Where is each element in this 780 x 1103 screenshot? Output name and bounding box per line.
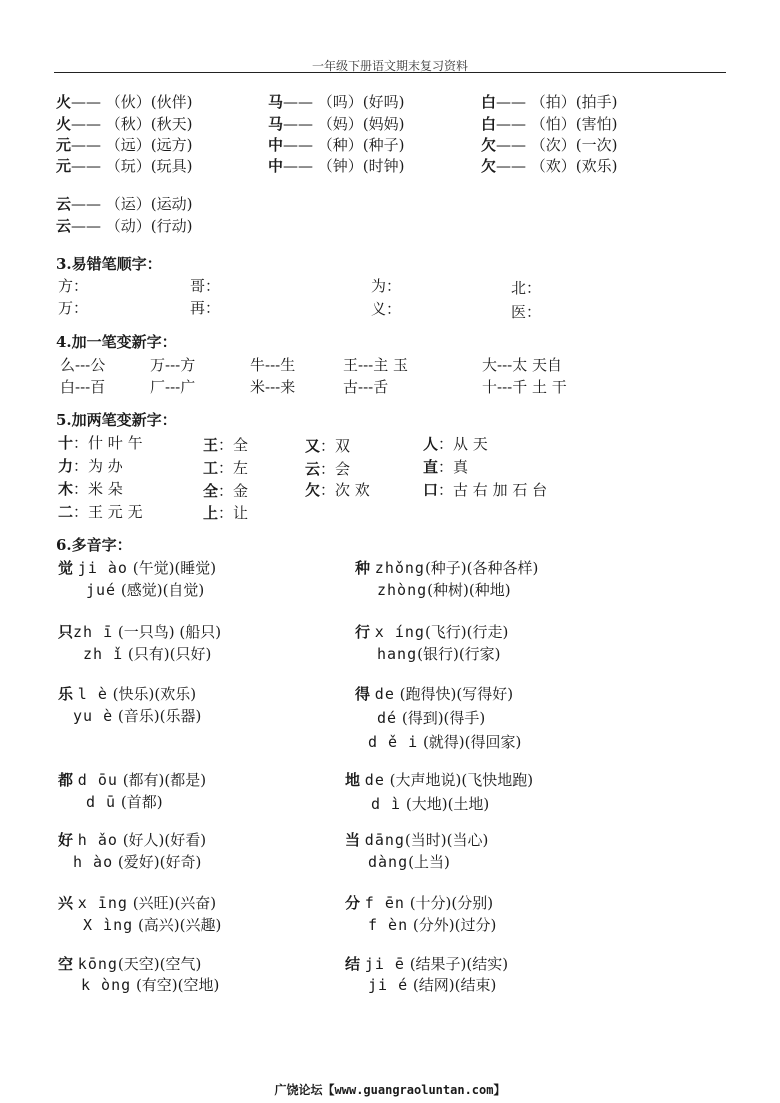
polyphone-line: f èn (分外)(过分) (368, 916, 497, 934)
add-two-strokes-item: 十：什 叶 午 (58, 434, 143, 452)
polyphone-line: 行 x íng(飞行)(行走) (355, 623, 509, 641)
stroke-order-item: 为： (371, 277, 402, 295)
section-4-title: 4.加一笔变新字： (56, 333, 177, 351)
polyphone-line: k òng (有空)(空地) (81, 976, 220, 994)
section-3-title: 3.易错笔顺字： (56, 255, 162, 273)
pair-item: 火—— （秋）(秋天) (56, 115, 193, 133)
stroke-order-item: 义： (371, 300, 402, 318)
pair-item: 元—— （远）(远方) (56, 136, 193, 154)
polyphone-line: 地 de (大声地说)(飞快地跑) (345, 771, 534, 789)
polyphone-line: 只zh ī (一只鸟) (船只) (58, 623, 222, 641)
section-5-title: 5.加两笔变新字： (56, 411, 177, 429)
polyphone-line: h ào (爱好)(好奇) (73, 853, 202, 871)
polyphone-line: 结 ji ē (结果子)(结实) (345, 955, 509, 973)
add-two-strokes-item: 直：真 (423, 458, 469, 476)
add-two-strokes-item: 二：王 元 无 (58, 503, 143, 521)
add-stroke-item: 米---来 (250, 378, 296, 396)
polyphone-line: ji é (结网)(结束) (368, 976, 497, 994)
add-stroke-item: 万---方 (150, 356, 196, 374)
polyphone-line: 觉 ji ào (午觉)(睡觉) (58, 559, 217, 577)
polyphone-line: 得 de (跑得快)(写得好) (355, 685, 514, 703)
header-rule (54, 72, 726, 73)
polyphone-line: 乐 l è (快乐)(欢乐) (58, 685, 197, 703)
stroke-order-item: 北： (511, 279, 542, 297)
add-stroke-item: 大---太 天自 (482, 356, 562, 374)
add-two-strokes-item: 欠：次 欢 (305, 481, 370, 499)
polyphone-line: zhòng(种树)(种地) (377, 581, 511, 599)
add-two-strokes-item: 王：全 (203, 436, 249, 454)
section-6-title: 6.多音字： (56, 536, 132, 554)
polyphone-line: hang(银行)(行家) (377, 645, 501, 663)
pair-item: 马—— （吗）(好吗) (268, 93, 405, 111)
add-two-strokes-item: 上：让 (203, 504, 249, 522)
polyphone-line: 兴 x īng (兴旺)(兴奋) (58, 894, 217, 912)
polyphone-line: dàng(上当) (368, 853, 450, 871)
polyphone-line: dé (得到)(得手) (377, 709, 486, 727)
add-two-strokes-item: 工：左 (203, 459, 249, 477)
polyphone-line: d ě i (就得)(得回家) (368, 733, 522, 751)
pair-item: 云—— （动）(行动) (56, 217, 193, 235)
add-stroke-item: 十---千 土 干 (482, 378, 567, 396)
stroke-order-item: 方： (58, 277, 89, 295)
pair-item: 元—— （玩）(玩具) (56, 157, 193, 175)
pair-item: 欠—— （欢）(欢乐) (481, 157, 618, 175)
add-stroke-item: 牛---生 (250, 356, 296, 374)
add-two-strokes-item: 木：米 朵 (58, 480, 123, 498)
add-stroke-item: 厂---广 (150, 378, 196, 396)
polyphone-line: 好 h ǎo (好人)(好看) (58, 831, 207, 849)
pair-item: 云—— （运）(运动) (56, 195, 193, 213)
add-two-strokes-item: 又：双 (305, 437, 351, 455)
stroke-order-item: 万： (58, 299, 89, 317)
stroke-order-item: 再： (190, 299, 221, 317)
add-stroke-item: 王---主 玉 (343, 356, 408, 374)
page-footer: 广饶论坛【www.guangraoluntan.com】 (274, 1083, 506, 1097)
polyphone-line: zh ǐ (只有)(只好) (83, 645, 212, 663)
pair-item: 白—— （拍）(拍手) (481, 93, 618, 111)
polyphone-line: 种 zhǒng(种子)(各种各样) (355, 559, 539, 577)
polyphone-line: X ìng (高兴)(兴趣) (83, 916, 222, 934)
pair-item: 白—— （怕）(害怕) (481, 115, 618, 133)
polyphone-line: yu è (音乐)(乐器) (73, 707, 202, 725)
page-header: 一年级下册语文期末复习资料 (311, 59, 468, 73)
add-stroke-item: 古---舌 (343, 378, 389, 396)
polyphone-line: 分 f ēn (十分)(分别) (345, 894, 494, 912)
polyphone-line: jué (感觉)(自觉) (86, 581, 205, 599)
add-stroke-item: 么---公 (60, 356, 106, 374)
stroke-order-item: 医： (511, 303, 542, 321)
add-two-strokes-item: 云：会 (305, 460, 351, 478)
pair-item: 马—— （妈）(妈妈) (268, 115, 405, 133)
add-two-strokes-item: 口：古 右 加 石 台 (423, 481, 548, 499)
add-two-strokes-item: 人：从 天 (423, 435, 488, 453)
polyphone-line: 当 dāng(当时)(当心) (345, 831, 489, 849)
pair-item: 火—— （伙）(伙伴) (56, 93, 193, 111)
add-two-strokes-item: 力：为 办 (58, 457, 123, 475)
polyphone-line: 空 kōng(天空)(空气) (58, 955, 202, 973)
add-two-strokes-item: 全：金 (203, 482, 249, 500)
polyphone-line: d ū (首都) (86, 793, 163, 811)
pair-item: 中—— （钟）(时钟) (268, 157, 405, 175)
polyphone-line: d ì (大地)(土地) (371, 795, 490, 813)
add-stroke-item: 白---百 (60, 378, 106, 396)
pair-item: 中—— （种）(种子) (268, 136, 405, 154)
stroke-order-item: 哥： (190, 277, 221, 295)
polyphone-line: 都 d ōu (都有)(都是) (58, 771, 207, 789)
pair-item: 欠—— （次）(一次) (481, 136, 618, 154)
